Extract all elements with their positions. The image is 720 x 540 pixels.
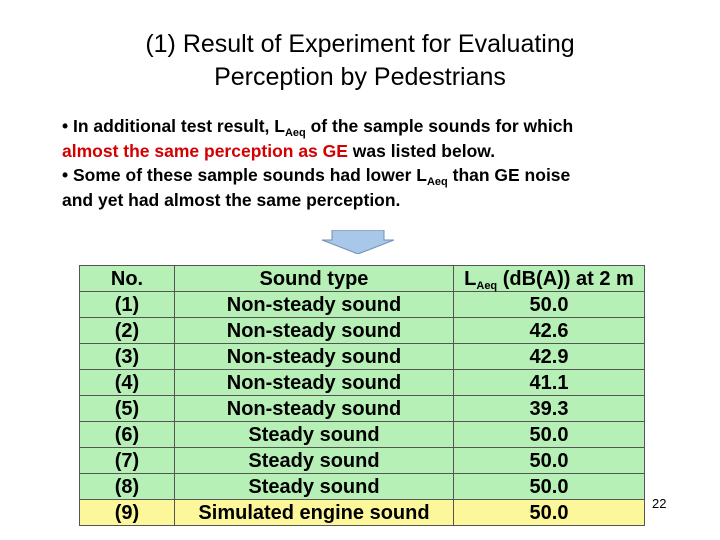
- cell-no: (8): [80, 474, 175, 500]
- bullet-2: [62, 163, 662, 188]
- cell-sound-type: Steady sound: [175, 422, 454, 448]
- cell-laeq: 42.9: [454, 344, 645, 370]
- cell-no: (4): [80, 370, 175, 396]
- header-no: No.: [80, 266, 175, 292]
- header-laeq-subscript: Aeq: [476, 279, 498, 292]
- cell-no: (7): [80, 448, 175, 474]
- cell-sound-type: Steady sound: [175, 474, 454, 500]
- table-row: [80, 422, 645, 448]
- cell-sound-type: Simulated engine sound: [175, 500, 454, 526]
- table-row: [80, 448, 645, 474]
- cell-laeq: 50.0: [454, 422, 645, 448]
- bullet-1-cont: [62, 139, 662, 164]
- cell-sound-type: Non-steady sound: [175, 396, 454, 422]
- bullet-2-cont: and yet had almost the same perception.: [62, 189, 401, 210]
- cell-sound-type: Non-steady sound: [175, 318, 454, 344]
- table-row: [80, 292, 645, 318]
- header-sound-type: Sound type: [175, 266, 454, 292]
- cell-laeq: 50.0: [454, 292, 645, 318]
- title-line-1: (1) Result of Experiment for Evaluating: [145, 30, 575, 58]
- bullet-1-emphasis: almost the same perception as GE: [62, 140, 348, 161]
- bullet-1-subscript: Aeq: [284, 127, 306, 139]
- table-row: [80, 370, 645, 396]
- title-line-2: Perception by Pedestrians: [214, 63, 506, 91]
- header-laeq-unit: (dB(A)) at 2 m: [497, 267, 634, 290]
- bullet-1-text-c: was listed below.: [347, 140, 496, 161]
- cell-sound-type: Non-steady sound: [175, 292, 454, 318]
- table-row: [80, 474, 645, 500]
- bullet-2-subscript: Aeq: [426, 176, 448, 188]
- cell-laeq: 50.0: [454, 500, 645, 526]
- cell-sound-type: Non-steady sound: [175, 344, 454, 370]
- cell-laeq: 50.0: [454, 448, 645, 474]
- header-laeq: [454, 266, 645, 292]
- cell-laeq: 42.6: [454, 318, 645, 344]
- cell-no: (6): [80, 422, 175, 448]
- table-row: [80, 318, 645, 344]
- cell-no: (3): [80, 344, 175, 370]
- table-row: [80, 344, 645, 370]
- bullet-1-text-b: of the sample sounds for which: [305, 116, 574, 136]
- cell-no: (9): [80, 500, 175, 526]
- cell-no: (1): [80, 292, 175, 318]
- slide-title: [40, 28, 680, 94]
- cell-laeq: 41.1: [454, 370, 645, 396]
- down-arrow-icon: [322, 230, 394, 254]
- bullet-1-text-a: • In additional test result, L: [62, 116, 285, 136]
- cell-no: (2): [80, 318, 175, 344]
- table-header-row: [80, 266, 645, 292]
- cell-no: (5): [80, 396, 175, 422]
- cell-laeq: 50.0: [454, 474, 645, 500]
- cell-sound-type: Non-steady sound: [175, 370, 454, 396]
- cell-laeq: 39.3: [454, 396, 645, 422]
- table-row: [80, 396, 645, 422]
- page-number: 22: [652, 496, 667, 511]
- bullet-text: [62, 114, 662, 212]
- bullet-1: [62, 114, 662, 139]
- bullet-2-text-a: • Some of these sample sounds had lower L: [62, 165, 427, 185]
- header-laeq-l: L: [464, 267, 477, 290]
- bullet-2-text-b: than GE noise: [447, 165, 571, 185]
- cell-sound-type: Steady sound: [175, 448, 454, 474]
- table-row-highlighted: [80, 500, 645, 526]
- results-table: [79, 265, 645, 526]
